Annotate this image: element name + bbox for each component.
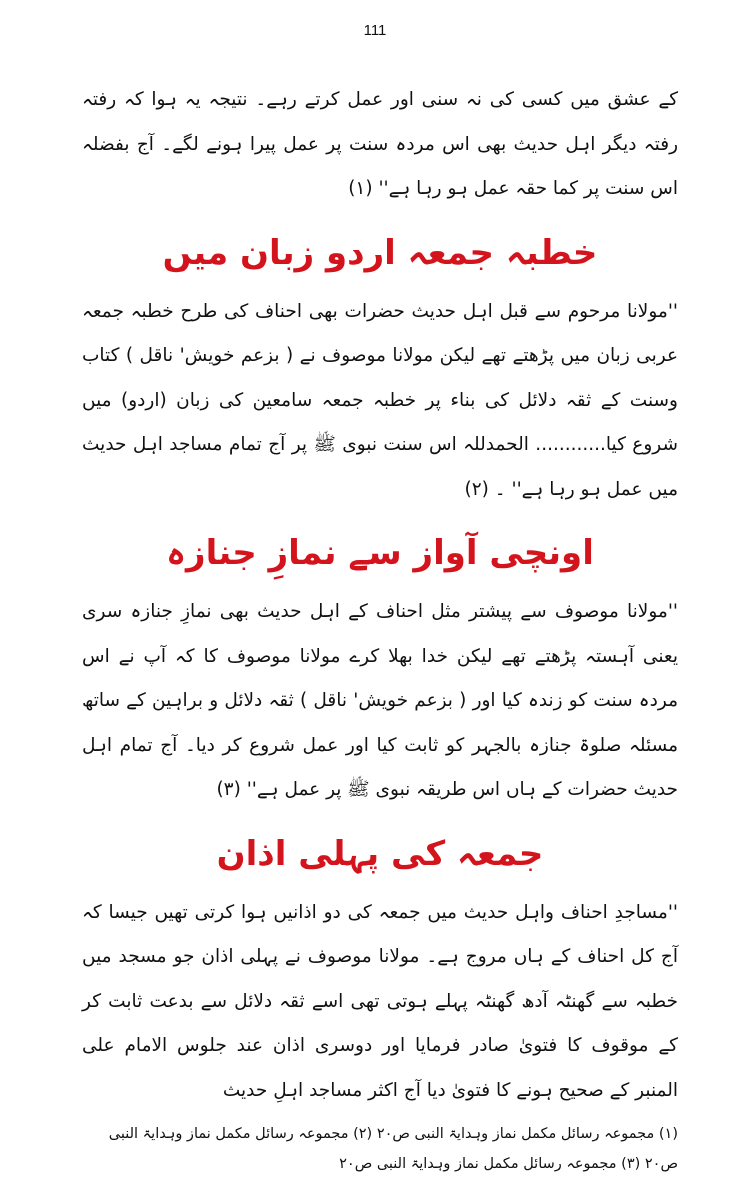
heading-loud-funeral-prayer: اونچی آواز سے نمازِ جنازہ [166, 533, 594, 573]
heading-first-friday-azan: جمعہ کی پہلی اذان [216, 833, 544, 874]
page-content [82, 78, 678, 1179]
intro-paragraph: کے عشق میں کسی کی نہ سنی اور عمل کرتے رہے۔ نتیجہ یہ ہوا کہ رفتہ رفتہ دیگر اہل حدیث بھی اس مردہ سنت پر عمل پیرا ہونے لگے۔ آج بفضلہ اس سنت پر کما حقہ عمل ہو رہا ہے'' (۱) [82, 89, 678, 199]
page-number: 111 [363, 22, 387, 39]
heading-urdu-friday-sermon: خطبہ جمعہ اردو زبان میں [162, 232, 598, 273]
paragraph-urdu-friday-sermon: ''مولانا مرحوم سے قبل اہل حدیث حضرات بھی احناف کی طرح خطبہ جمعہ عربی زبان میں پڑھتے تھے لیکن مولانا موصوف نے ( بزعم خویش' ناقل ) کتاب وسنت کے ثقہ دلائل کی بناء پر خطبہ جمعہ سامعین کی زبان (اردو) میں شروع کیا............ الحمدللہ اس سنت نبوی ﷺ پر آج تمام مساجد اہل حدیث میں عمل ہو رہا ہے'' ۔ (۲) [82, 300, 678, 500]
paragraph-loud-funeral-prayer: ''مولانا موصوف سے پیشتر مثل احناف کے اہل حدیث بھی نمازِ جنازہ سری یعنی آہستہ پڑھتے تھے لیکن خدا بھلا کرے مولانا موصوف کا کہ آپ نے اس مردہ سنت کو زندہ کیا اور ( بزعم خویش' ناقل ) ثقہ دلائل و براہین کے ساتھ مسئلہ صلوۃ جنازہ بالجہر کو ثابت کیا اور عمل شروع کر دیا۔ آج تمام اہل حدیث حضرات کے ہاں اس طریقہ نبوی ﷺ پر عمل ہے'' (۳) [82, 601, 678, 800]
footnotes: (۱) مجموعہ رسائل مکمل نماز وہدایۃ النبی ص۲۰ (۲) مجموعہ رسائل مکمل نماز وہدایۃ النبی ص۲۰ (۳) مجموعہ رسائل مکمل نماز وہدایۃ النبی ص۲۰ [108, 1126, 678, 1172]
paragraph-first-friday-azan: ''مساجدِ احناف واہل حدیث میں جمعہ کی دو اذانیں ہوا کرتی تھیں جیسا کہ آج کل احناف کے ہاں مروج ہے۔ مولانا موصوف نے پہلی اذان جو مسجد میں خطبہ سے گھنٹہ آدھ گھنٹہ پہلے ہوتی تھی اسے ثقہ دلائل سے بدعت ثابت کر کے موقوف کا فتویٰ صادر فرمایا اور دوسری اذان عند جلوس الامام علی المنبر کے صحیح ہونے کا فتویٰ دیا آج اکثر مساجد اہلِ حدیث [82, 901, 678, 1101]
